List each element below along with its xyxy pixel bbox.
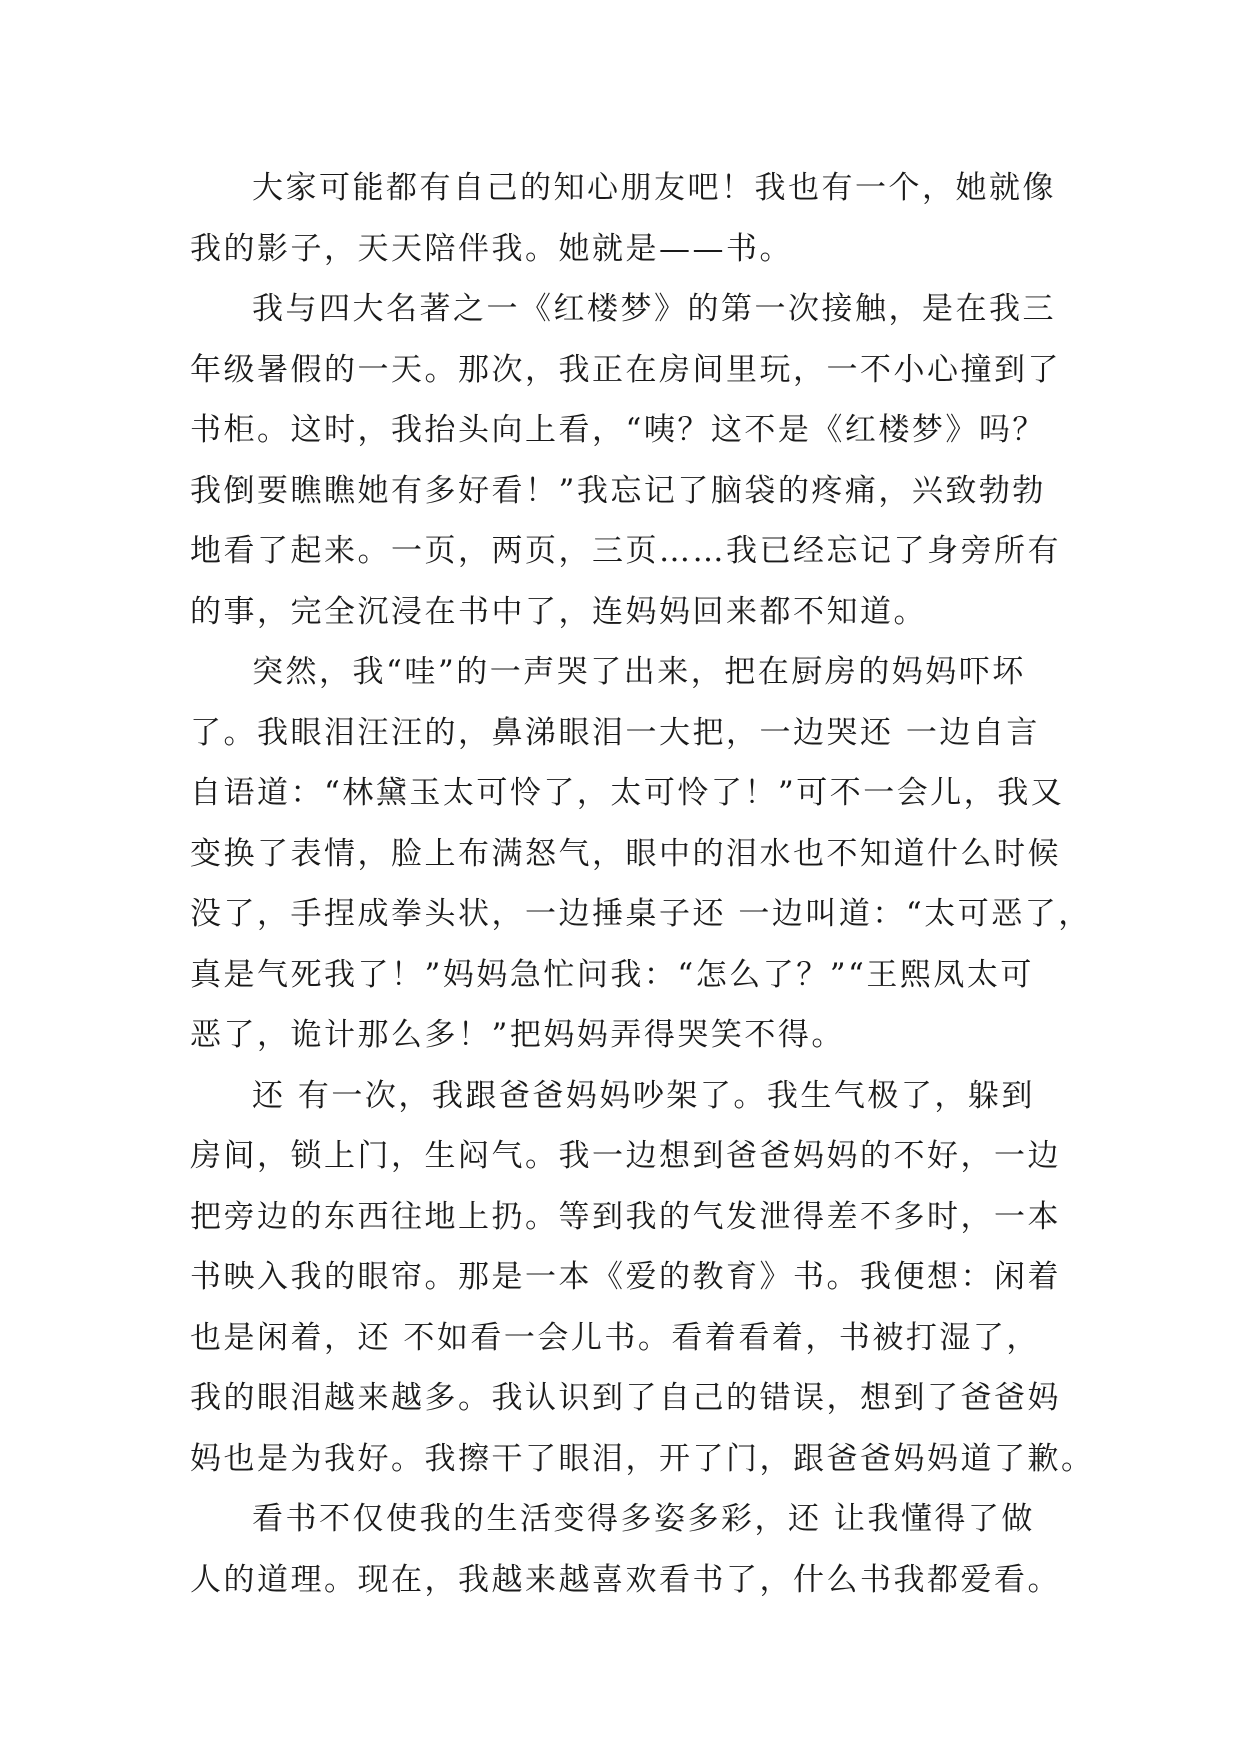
paragraph-line: 也是闲着，还 不如看一会儿书。看着看着，书被打湿了， xyxy=(190,1319,1040,1356)
paragraph-line: 还 有一次，我跟爸爸妈妈吵架了。我生气极了，躲到 xyxy=(252,1077,1035,1114)
paragraph-line: 变换了表情，脸上布满怒气，眼中的泪水也不知道什么时候 xyxy=(190,835,1061,872)
paragraph-line: 真是气死我了！”妈妈急忙问我：“怎么了？”“王熙凤太可 xyxy=(190,956,1034,993)
paragraph-line: 我与四大名著之一《红楼梦》的第一次接触，是在我三 xyxy=(252,291,1056,327)
paragraph xyxy=(190,158,1070,279)
paragraph-line: 没了，手捏成拳头状，一边捶桌子还 一边叫道：“太可恶了， xyxy=(190,896,1092,932)
paragraph xyxy=(190,642,1092,1066)
paragraph-line: 自语道：“林黛玉太可怜了，太可怜了！”可不一会儿，我又 xyxy=(190,775,1065,811)
paragraph-line: 我的眼泪越来越多。我认识到了自己的错误，想到了爸爸妈 xyxy=(190,1380,1061,1416)
paragraph-line: 书映入我的眼帘。那是一本《爱的教育》书。我便想：闲着 xyxy=(190,1259,1061,1295)
paragraph-line: 年级暑假的一天。那次，我正在房间里玩，一不小心撞到了 xyxy=(190,351,1061,388)
essay-body xyxy=(190,158,1095,1610)
paragraph-line: 恶了，诡计那么多！”把妈妈弄得哭笑不得。 xyxy=(190,1017,845,1053)
paragraph xyxy=(190,1066,1095,1490)
paragraph xyxy=(190,1489,1070,1610)
paragraph-line: 大家可能都有自己的知心朋友吧！我也有一个，她就像 xyxy=(252,170,1056,206)
paragraph-line: 房间，锁上门，生闷气。我一边想到爸爸妈妈的不好，一边 xyxy=(190,1138,1061,1174)
paragraph-line: 突然，我“哇”的一声哭了出来，把在厨房的妈妈吓坏 xyxy=(252,654,1026,690)
paragraph-line: 我的影子，天天陪伴我。她就是——书。 xyxy=(190,230,793,267)
paragraph-line: 看书不仅使我的生活变得多姿多彩，还 让我懂得了做 xyxy=(252,1501,1035,1537)
paragraph-line: 把旁边的东西往地上扔。等到我的气发泄得差不多时，一本 xyxy=(190,1198,1061,1235)
paragraph-line: 的事，完全沉浸在书中了，连妈妈回来都不知道。 xyxy=(190,593,927,630)
paragraph-line: 我倒要瞧瞧她有多好看！”我忘记了脑袋的疼痛，兴致勃勃 xyxy=(190,472,1046,509)
paragraph xyxy=(190,279,1070,642)
paragraph-line: 地看了起来。一页，两页，三页……我已经忘记了身旁所有 xyxy=(190,533,1061,569)
paragraph-line: 书柜。这时，我抬头向上看，“咦？这不是《红楼梦》吗？ xyxy=(190,412,1046,448)
paragraph-line: 了。我眼泪汪汪的，鼻涕眼泪一大把，一边哭还 一边自言 xyxy=(190,714,1040,751)
paragraph-line: 人的道理。现在，我越来越喜欢看书了，什么书我都爱看。 xyxy=(190,1561,1061,1598)
paragraph-line: 妈也是为我好。我擦干了眼泪，开了门，跟爸爸妈妈道了歉。 xyxy=(190,1440,1095,1477)
